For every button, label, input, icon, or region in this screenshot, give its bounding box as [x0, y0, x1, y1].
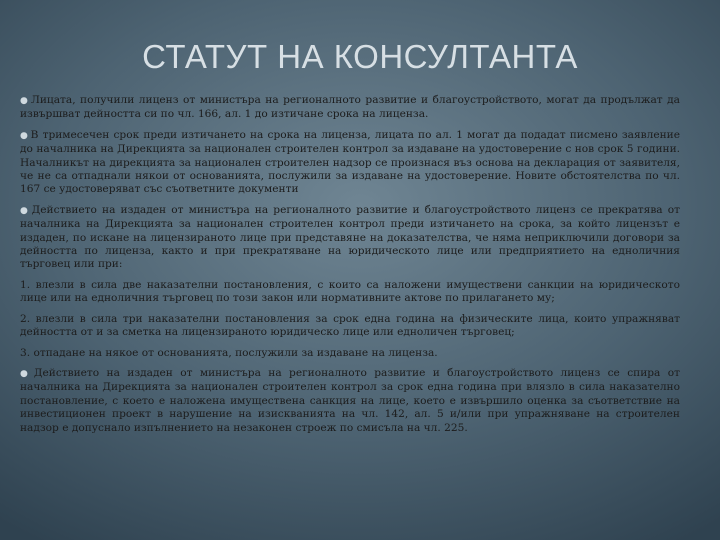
paragraph-text: Действието на издаден от министъра на регионалното развитие и благоустройството лиценз се спира от началника на Дирекцията за национален строителен контрол за срок една година при влязло в сила наказателно постановление, с което е наложена имуществена санкция на лице, което е извършило оценка за съответствие на инвестиционен проект в нарушение на изискванията на чл. 142, ал. 5 и/или при упражняване на строителен надзор е допуснало изпълнението на незаконен строеж по смисъла на чл. 225. [20, 366, 680, 434]
paragraph-4 [20, 279, 680, 306]
paragraph-1 [20, 94, 680, 122]
paragraph-text: Лицата, получили лиценз от министъра на регионалното развитие и благоустройството, могат да продължат да извършват дейността си по чл. 166, ал. 1 до изтичане срока на лиценза. [20, 94, 680, 121]
slide-title: СТАТУТ НА КОНСУЛТАНТА [142, 38, 578, 75]
paragraph-7 [20, 367, 680, 435]
bullet-icon: ● [20, 368, 32, 379]
paragraph-5 [20, 313, 680, 340]
paragraph-text: 2. влезли в сила три наказателни постановления за срок една година на физическите лица, които упражняват дейността от и за сметка на лицензираното юридическо лице или едноличен търговец; [20, 312, 680, 339]
paragraph-text: 1. влезли в сила две наказателни постановления, с които са наложени имуществени санкции на юридическото лице или на едноличния търговец по този закон или нормативните актове по прилагането му; [20, 278, 680, 305]
paragraph-text: Действието на издаден от министъра на регионалното развитие и благоустройството лиценз се прекратява от началника на Дирекцията за национален строителен контрол преди изтичането на срока, за който лицензът е издаден, по искане на лицензираното лице при представяне на доказателства, че няма неприключили договори за дейността по лиценза, както и при прекратяване на юридическото лице или предприятието на едноличния търговец или при: [20, 203, 680, 271]
slide-body [20, 94, 680, 442]
bullet-icon: ● [20, 130, 29, 141]
paragraph-2 [20, 129, 680, 197]
paragraph-text: В тримесечен срок преди изтичането на срока на лиценза, лицата по ал. 1 могат да подадат писмено заявление до началника на Дирекцията за национален строителен контрол за издаване на удостоверение с нов срок 5 години. Началникът на дирекцията за национален строителен надзор се произнася въз основа на декларация от заявителя, че не са отпаднали някои от основанията, послужили за издаване на удостоверение. Новите обстоятелства по чл. 167 се удостоверяват със съответните документи [20, 128, 680, 196]
paragraph-3 [20, 204, 680, 272]
bullet-icon: ● [20, 205, 30, 216]
paragraph-text: 3. отпадане на някое от основанията, послужили за издаване на лиценза. [20, 346, 438, 359]
paragraph-6 [20, 347, 680, 360]
bullet-icon: ● [20, 96, 29, 106]
